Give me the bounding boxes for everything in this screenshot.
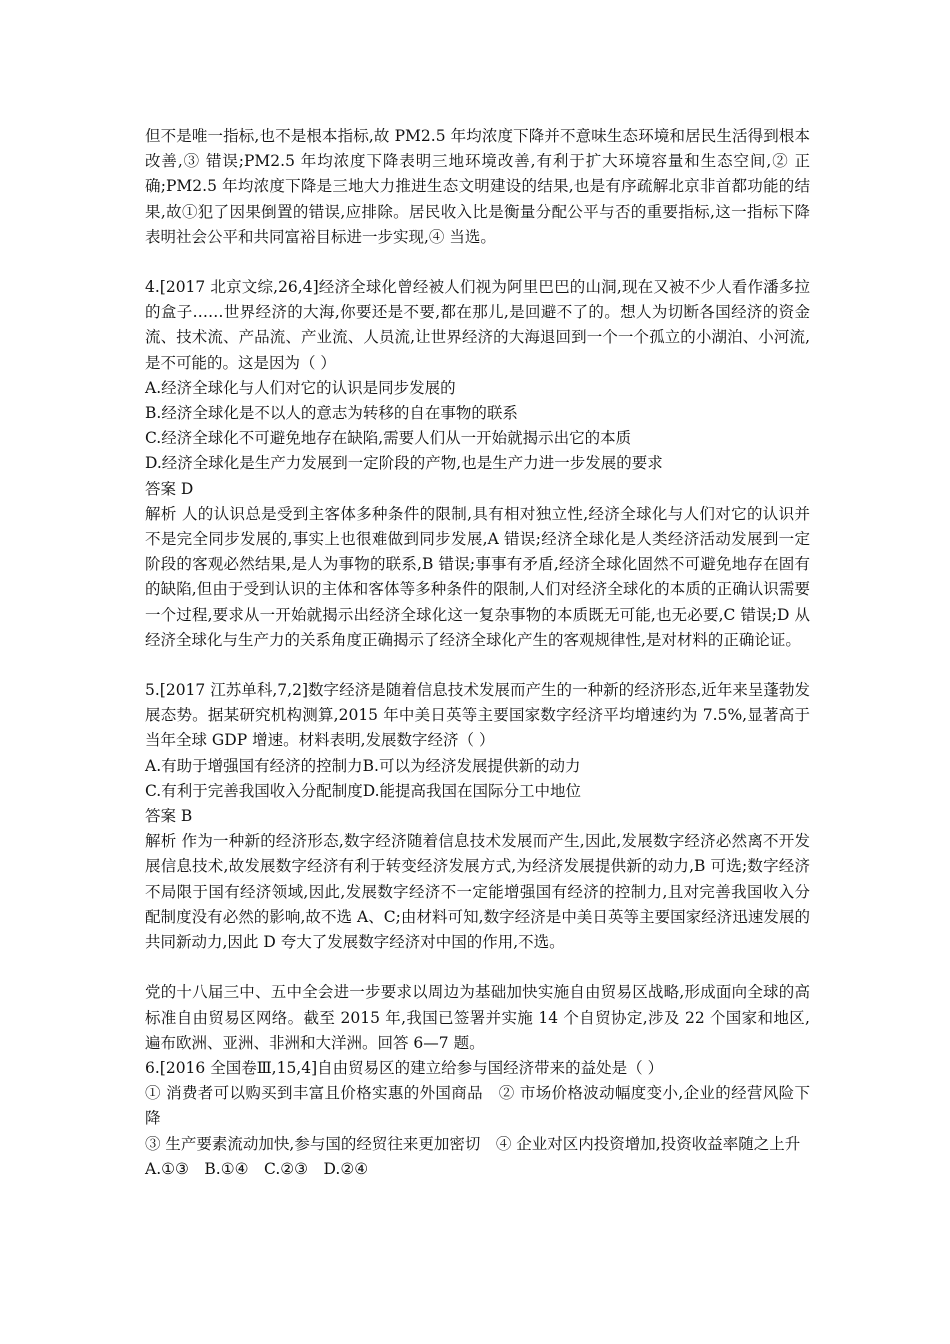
question-5-stem: 5.[2017 江苏单科,7,2]数字经济是随着信息技术发展而产生的一种新的经济形态,近年来呈蓬勃发展态势。据某研究机构测算,2015 年中美日英等主要国家数字经济平均增速约为 7.5%,显著高于当年全球 GDP 增速。材料表明,发展数字经济（ ） [145,681,810,750]
previous-analysis-paragraph: 但不是唯一指标,也不是根本指标,故 PM2.5 年均浓度下降并不意味生态环境和居民生活得到根本改善,③ 错误;PM2.5 年均浓度下降表明三地环境改善,有利于扩大环境容量和生态空间,② 正确;PM2.5 年均浓度下降是三地大力推进生态文明建设的结果,也是有序疏解北京非首都功能的结果,故①犯了因果倒置的错误,应排除。居民收入比是衡量分配公平与否的重要指标,这一指标下降表明社会公平和共同富裕目标进一步实现,④ 当选。 [145,127,810,246]
question-6-items-3-4: ③ 生产要素流动加快,参与国的经贸往来更加密切 ④ 企业对区内投资增加,投资收益率随之上升 [145,1134,801,1153]
question-6-choices: A.①③ B.①④ C.②③ D.②④ [145,1159,369,1178]
question-4-option-b: B.经济全球化是不以人的意志为转移的自在事物的联系 [145,404,518,423]
question-5-options-cd: C.有利于完善我国收入分配制度D.能提高我国在国际分工中地位 [145,781,582,800]
question-5-analysis: 解析 作为一种新的经济形态,数字经济随着信息技术发展而产生,因此,发展数字经济必然离不开发展信息技术,故发展数字经济有利于转变经济发展方式,为经济发展提供新的动力,B 可选;数字经济不局限于国有经济领域,因此,发展数字经济不一定能增强国有经济的控制力,且对完善我国收入分配制度没有必然的影响,故不选 A、C;由材料可知,数字经济是中美日英等主要国家经济迅速发展的共同新动力,因此 D 夸大了发展数字经济对中国的作用,不选。 [145,832,810,952]
paragraph-gap [145,250,810,275]
document-page [145,124,810,1182]
question-5-answer: 答案 B [145,807,193,826]
material-paragraph: 党的十八届三中、五中全会进一步要求以周边为基础加快实施自由贸易区战略,形成面向全球的高标准自由贸易区网络。截至 2015 年,我国已签署并实施 14 个自贸协定,涉及 22 个国家和地区,遍布欧洲、亚洲、非洲和大洋洲。回答 6—7 题。 [145,983,810,1052]
paragraph-gap [145,955,810,980]
question-6-stem: 6.[2016 全国卷Ⅲ,15,4]自由贸易区的建立给参与国经济带来的益处是（ ） [145,1058,664,1077]
paragraph-gap [145,653,810,678]
question-5-options-ab: A.有助于增强国有经济的控制力B.可以为经济发展提供新的动力 [145,756,581,775]
question-4-option-d: D.经济全球化是生产力发展到一定阶段的产物,也是生产力进一步发展的要求 [145,454,663,473]
question-4-option-a: A.经济全球化与人们对它的认识是同步发展的 [145,378,456,397]
question-4-option-c: C.经济全球化不可避免地存在缺陷,需要人们从一开始就揭示出它的本质 [145,429,632,448]
question-4-stem: 4.[2017 北京文综,26,4]经济全球化曾经被人们视为阿里巴巴的山洞,现在又被不少人看作潘多拉的盒子……世界经济的大海,你要还是不要,都在那儿,是回避不了的。想人为切断各国经济的资金流、技术流、产品流、产业流、人员流,让世界经济的大海退回到一个一个孤立的小湖泊、小河流,是不可能的。这是因为（ ） [145,278,810,372]
question-4-analysis: 解析 人的认识总是受到主客体多种条件的限制,具有相对独立性,经济全球化与人们对它的认识并不是完全同步发展的,事实上也很难做到同步发展,A 错误;经济全球化是人类经济活动发展到一定阶段的客观必然结果,是人为事物的联系,B 错误;事事有矛盾,经济全球化固然不可避免地存在固有的缺陷,但由于受到认识的主体和客体等多种条件的限制,人们对经济全球化的本质的正确认识需要一个过程,要求从一开始就揭示出经济全球化这一复杂事物的本质既无可能,也无必要,C 错误;D 从经济全球化与生产力的关系角度正确揭示了经济全球化产生的客观规律性,是对材料的正确论证。 [145,504,810,649]
question-4-answer: 答案 D [145,479,194,498]
question-6-items-1-2: ① 消费者可以购买到丰富且价格实惠的外国商品 ② 市场价格波动幅度变小,企业的经营风险下降 [145,1084,810,1128]
